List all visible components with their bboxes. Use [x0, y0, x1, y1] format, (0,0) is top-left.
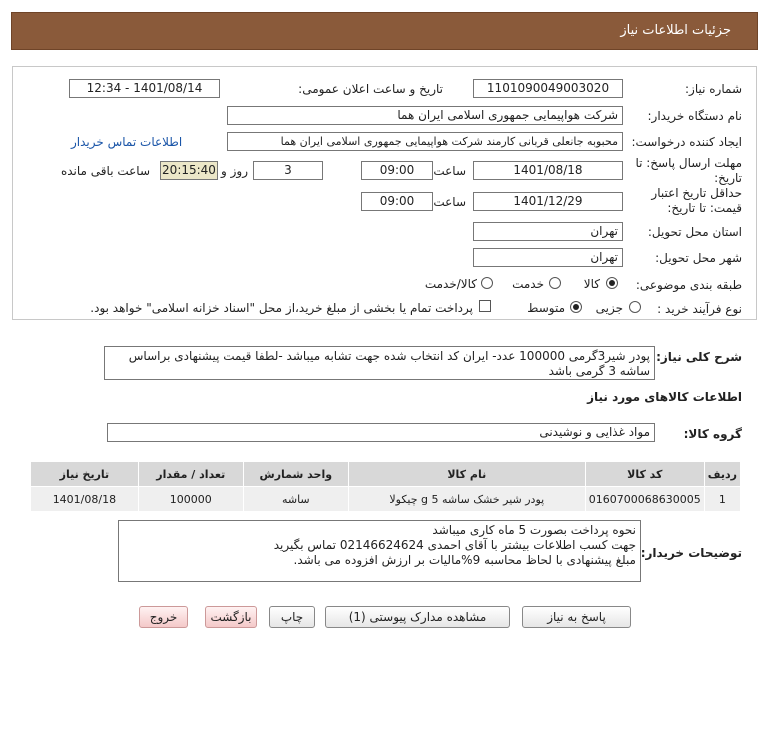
- cell-name: پودر شیر خشک ساشه 5 g چیکولا: [348, 487, 585, 512]
- col-unit-header: واحد شمارش: [243, 462, 348, 487]
- exit-button[interactable]: خروج: [139, 606, 188, 628]
- city-field: تهران: [473, 248, 623, 267]
- category-radio-goods-service[interactable]: [481, 277, 493, 289]
- city-label: شهر محل تحویل:: [655, 251, 742, 265]
- category-radio-service[interactable]: [549, 277, 561, 289]
- deadline-time-field: 09:00: [361, 161, 433, 180]
- buyer-notes-label: توضیحات خریدار:: [640, 546, 742, 560]
- need-number-field: 1101090049003020: [473, 79, 623, 98]
- page-title: جزئیات اطلاعات نیاز: [620, 23, 731, 38]
- buyer-notes-line-3: مبلغ پیشنهادی با لحاظ محاسبه 9%مالیات بر ارزش افزوده می باشد.: [293, 553, 636, 567]
- cell-code: 0160700068630005: [585, 487, 704, 512]
- back-button[interactable]: بازگشت: [205, 606, 257, 628]
- buyer-field: شرکت هواپیمایی جمهوری اسلامی ایران هما: [227, 106, 623, 125]
- remaining-time-field: 20:15:40: [160, 161, 218, 180]
- category-radio-goods[interactable]: [606, 277, 618, 289]
- buyer-notes-line-1: نحوه پرداخت بصورت 5 ماه کاری میباشد: [432, 523, 636, 537]
- table-row: [31, 487, 741, 512]
- announce-label: تاریخ و ساعت اعلان عمومی:: [298, 82, 443, 96]
- page-header: [11, 12, 758, 50]
- attachments-button[interactable]: مشاهده مدارک پیوستی (1): [325, 606, 510, 628]
- buyer-contact-link[interactable]: اطلاعات تماس خریدار: [71, 135, 183, 149]
- buyer-label: نام دستگاه خریدار:: [647, 109, 742, 123]
- process-option-minor: جزیی: [595, 301, 623, 315]
- goods-group-field: مواد غذایی و نوشیدنی: [107, 423, 655, 442]
- category-option-service: خدمت: [512, 277, 544, 291]
- col-qty-header: تعداد / مقدار: [138, 462, 243, 487]
- validity-time-label: ساعت: [433, 195, 466, 209]
- category-option-goods-service: کالا/خدمت: [424, 277, 477, 291]
- cell-unit: ساشه: [243, 487, 348, 512]
- process-label: نوع فرآیند خرید :: [657, 302, 742, 316]
- col-row-header: ردیف: [704, 462, 740, 487]
- announce-field: 1401/08/14 - 12:34: [69, 79, 220, 98]
- creator-label: ایجاد کننده درخواست:: [631, 135, 742, 149]
- category-option-goods: کالا: [583, 277, 600, 291]
- col-date-header: تاریخ نیاز: [31, 462, 139, 487]
- cell-qty: 100000: [138, 487, 243, 512]
- province-field: تهران: [473, 222, 623, 241]
- province-label: استان محل تحویل:: [647, 225, 742, 239]
- goods-table: [30, 461, 741, 512]
- need-number-label: شماره نیاز:: [685, 82, 742, 96]
- creator-field: محبوبه جانعلی قربانی کارمند شرکت هواپیمایی جمهوری اسلامی ایران هما: [227, 132, 623, 151]
- validity-label: حداقل تاریخ اعتبار قیمت: تا تاریخ:: [651, 186, 742, 215]
- process-radio-minor[interactable]: [629, 301, 641, 313]
- col-code-header: کد کالا: [585, 462, 704, 487]
- description-text: پودر شیر3گرمی 100000 عدد- ایران کد انتخاب شده جهت تشابه میباشد -لطفا قیمت پیشنهادی براساس ساشه 3 گرمی باشد: [104, 346, 655, 380]
- validity-date-field: 1401/12/29: [473, 192, 623, 211]
- cell-date: 1401/08/18: [31, 487, 139, 512]
- buyer-notes-line-2: جهت کسب اطلاعات بیشتر با آقای احمدی 02146624624 تماس بگیرید: [273, 538, 636, 552]
- treasury-payment-checkbox[interactable]: [479, 300, 491, 312]
- col-name-header: نام کالا: [348, 462, 585, 487]
- deadline-time-label: ساعت: [433, 164, 466, 178]
- buyer-notes-box: [118, 520, 641, 582]
- process-radio-medium[interactable]: [570, 301, 582, 313]
- treasury-payment-note: پرداخت تمام یا بخشی از مبلغ خرید،از محل "اسناد خزانه اسلامی" خواهد بود.: [90, 301, 473, 315]
- cell-row: 1: [704, 487, 740, 512]
- print-button[interactable]: چاپ: [269, 606, 315, 628]
- validity-time-field: 09:00: [361, 192, 433, 211]
- remaining-label: ساعت باقی مانده: [60, 164, 150, 178]
- reply-button[interactable]: پاسخ به نیاز: [522, 606, 631, 628]
- deadline-date-field: 1401/08/18: [473, 161, 623, 180]
- days-field: 3: [253, 161, 323, 180]
- goods-section-title: اطلاعات کالاهای مورد نیاز: [587, 390, 742, 404]
- description-label: شرح کلی نیاز:: [656, 350, 742, 364]
- goods-group-label: گروه کالا:: [683, 427, 742, 441]
- days-label: روز و: [221, 164, 248, 178]
- process-option-medium: متوسط: [527, 301, 565, 315]
- table-header-row: [31, 462, 741, 487]
- deadline-label: مهلت ارسال پاسخ: تا تاریخ:: [635, 156, 742, 185]
- category-label: طبقه بندی موضوعی:: [635, 278, 742, 292]
